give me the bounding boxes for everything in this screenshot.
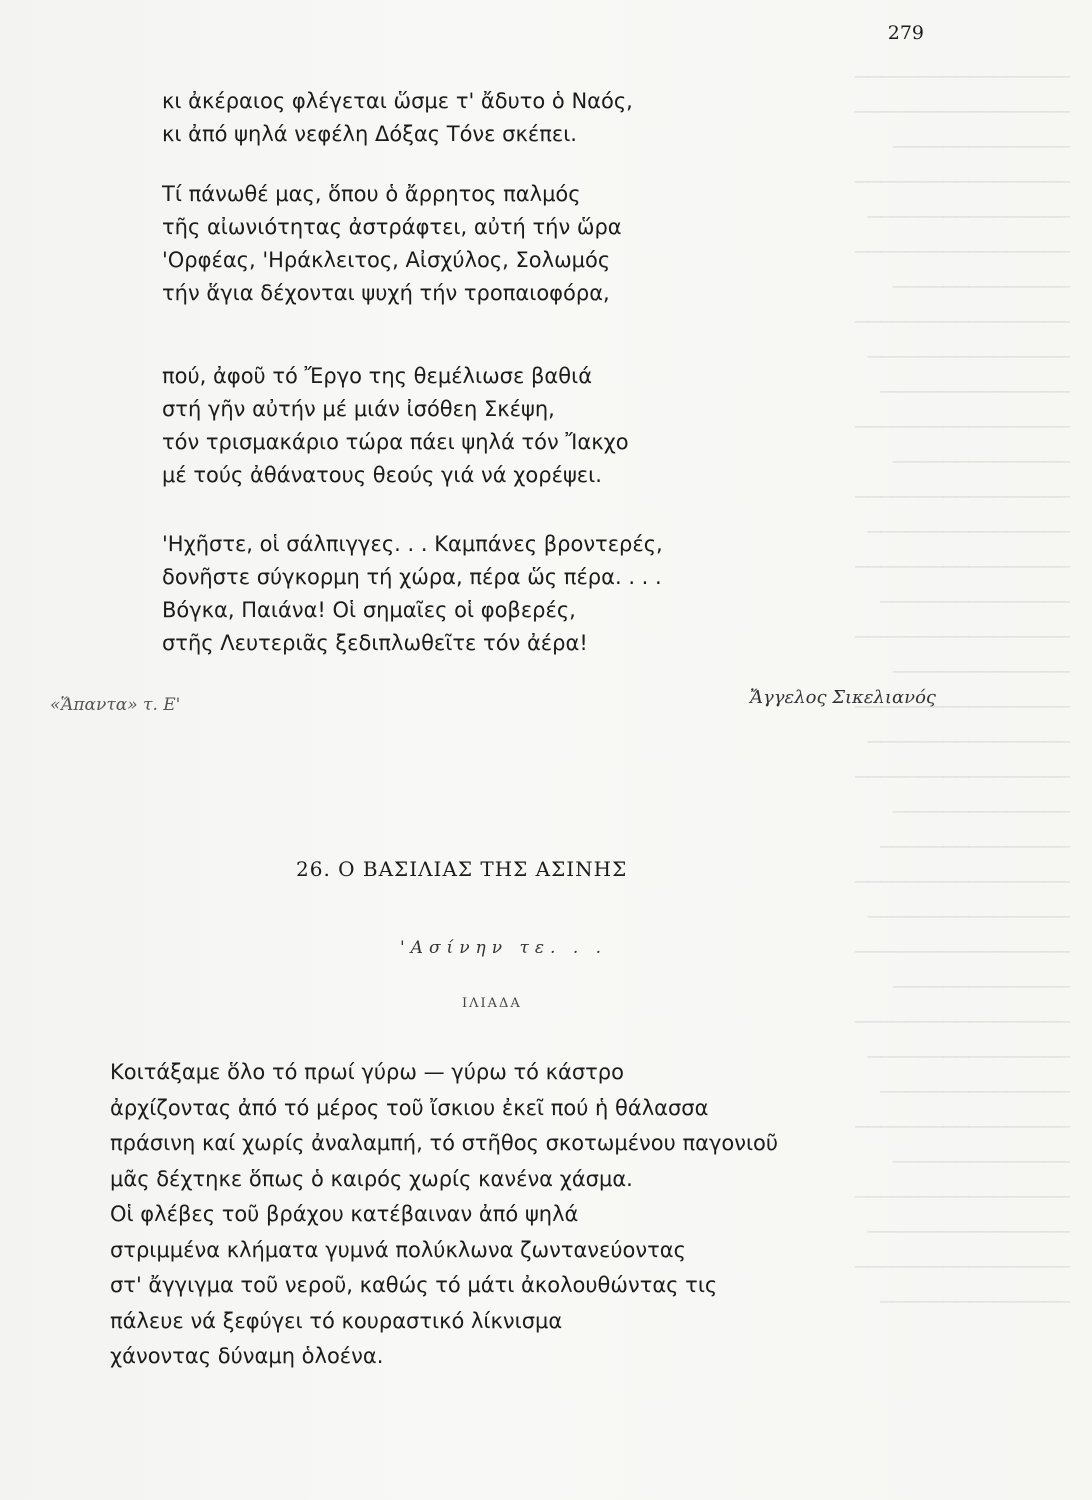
poem-line: πάλευε νά ξεφύγει τό κουραστικό λίκνισμα <box>110 1308 563 1333</box>
verse-line: κι ἀκέραιος φλέγεται ὥσμε τ' ἄδυτο ὁ Ναός, <box>162 89 633 113</box>
verse-line: δονῆστε σύγκορμη τή χώρα, πέρα ὥς πέρα. . . . <box>162 565 662 589</box>
verse-line: τῆς αἰωνιότητας ἀστράφτει, αὐτή τήν ὥρα <box>162 215 622 239</box>
verse-line: στῆς Λευτεριᾶς ξεδιπλωθεῖτε τόν ἀέρα! <box>162 631 588 655</box>
verse-line: 'Ορφέας, 'Ηράκλειτος, Αἰσχύλος, Σολωμός <box>162 248 611 272</box>
poem-body <box>110 1055 778 1375</box>
poem-line: χάνοντας δύναμη ὁλοένα. <box>110 1344 384 1368</box>
poem-line: στ' ἄγγιγμα τοῦ νεροῦ, καθώς τό μάτι ἀκολουθώντας τις <box>110 1273 718 1297</box>
verse-line: τόν τρισμακάριο τώρα πάει ψηλά τόν Ἴακχο <box>162 430 629 454</box>
poem-line: Κοιτάξαμε ὅλο τό πρωί γύρω — γύρω τό κάστρο <box>110 1060 624 1084</box>
poem-line: Οἱ φλέβες τοῦ βράχου κατέβαιναν ἀπό ψηλά <box>110 1202 579 1226</box>
poem-line: στριμμένα κλήματα γυμνά πολύκλωνα ζωντανεύοντας <box>110 1237 686 1262</box>
stanza-4 <box>162 528 663 660</box>
verse-line: κι ἀπό ψηλά νεφέλη Δόξας Τόνε σκέπει. <box>162 122 577 146</box>
poem-title: 26. Ο ΒΑΣΙΛΙΑΣ ΤΗΣ ΑΣΙΝΗΣ <box>296 857 628 881</box>
verse-line: στή γῆν αὐτήν μέ μιάν ἰσόθεη Σκέψη, <box>162 397 555 421</box>
verse-line: 'Ηχῆστε, οἱ σάλπιγγες. . . Καμπάνες βροντερές, <box>162 532 663 556</box>
poem-line: ἀρχίζοντας ἀπό τό μέρος τοῦ ἴσκιου ἐκεῖ πού ἡ θάλασσα <box>110 1095 709 1120</box>
stanza-3 <box>162 360 629 492</box>
poem-line: μᾶς δέχτηκε ὅπως ὁ καιρός χωρίς κανένα χάσμα. <box>110 1166 633 1191</box>
bleed-through-text: ───────────────── ───────────────── ────────────── ───────────────── ──────────────── ───────────────── ────────────── ───────────────── ──────────────── ─────────────── ───────────────── ────────────── ───────────────── ──────────────── ───────────────── ─────────────── ───────────────── ────────────── ───────────────── ──────────────── ───────────────── ────────────── ─────────────── ───────────────── ──────────────── ───────────────── ────────────── ───────────────── ──────────────── ─────────────── ───────────────── ────────────── ───────────────── ──────────────── ───────────────── ─────────────── <box>855 65 1070 1314</box>
author-signature: Ἄγγελος Σικελιανός <box>749 687 936 708</box>
verse-line: Βόγκα, Παιάνα! Οἱ σημαῖες οἱ φοβερές, <box>162 598 576 622</box>
verse-line: πού, ἀφοῦ τό Ἔργο της θεμέλιωσε βαθιά <box>162 364 593 388</box>
verse-line: μέ τούς ἀθάνατους θεούς γιά νά χορέψει. <box>162 463 602 487</box>
verse-line: Τί πάνωθέ μας, ὅπου ὁ ἄρρητος παλμός <box>162 182 581 206</box>
page-number: 279 <box>887 22 924 44</box>
stanza-1 <box>162 85 633 151</box>
verse-line: τήν ἅγια δέχονται ψυχή τήν τροπαιοφόρα, <box>162 281 610 305</box>
epigraph: 'Ασίνην τε. . . <box>400 938 608 958</box>
poem-line: πράσινη καί χωρίς ἀναλαμπή, τό στῆθος σκοτωμένου παγονιοῦ <box>110 1131 779 1155</box>
epigraph-source: ΙΛΙΑΔΑ <box>462 996 522 1011</box>
source-reference: «Ἅπαντα» τ. Ε' <box>50 695 181 715</box>
stanza-2 <box>162 178 622 310</box>
